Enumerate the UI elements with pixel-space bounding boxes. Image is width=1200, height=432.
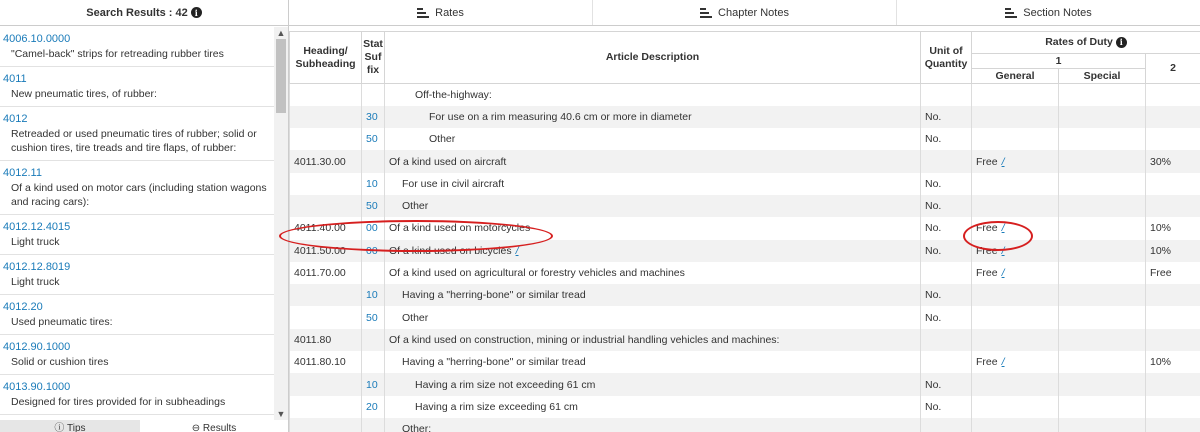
general-rate-cell	[972, 173, 1059, 195]
general-rate-cell	[972, 150, 1059, 172]
section-notes-button-label: Section Notes	[1023, 6, 1092, 19]
result-code-link[interactable]: 4012.90.1000	[3, 341, 71, 353]
special-rate-cell	[1059, 128, 1146, 150]
unit-cell: No.	[921, 373, 972, 395]
stat-suffix-cell	[362, 329, 385, 351]
general-rate-cell	[972, 84, 1059, 106]
special-rate-cell	[1059, 373, 1146, 395]
special-rate-cell	[1059, 284, 1146, 306]
unit-cell: No.	[921, 284, 972, 306]
heading-column-header: Heading/ Subheading	[290, 32, 362, 84]
article-description-cell	[385, 284, 921, 306]
special-rate-cell	[1059, 106, 1146, 128]
result-description: Light truck	[11, 276, 60, 288]
column-2-rate-cell	[1146, 329, 1200, 351]
list-item[interactable]	[0, 255, 274, 295]
result-code-link[interactable]: 4012.12.4015	[3, 221, 71, 233]
footnote-link[interactable]: /	[1001, 222, 1005, 235]
result-code-link[interactable]: 4012	[3, 113, 28, 125]
column-2-rate-cell	[1146, 195, 1200, 217]
special-rate-cell	[1059, 262, 1146, 284]
table-row	[290, 329, 1200, 351]
article-description-cell	[385, 150, 921, 172]
special-rate-cell	[1059, 217, 1146, 239]
general-rate-cell	[972, 106, 1059, 128]
article-description-cell	[385, 195, 921, 217]
heading-cell	[290, 84, 362, 106]
column-2-rate-cell	[1146, 84, 1200, 106]
article-description-text: Of a kind used on bicycles	[389, 244, 512, 257]
heading-cell	[290, 373, 362, 395]
unit-cell: No.	[921, 240, 972, 262]
list-item[interactable]	[0, 215, 274, 255]
result-description: Of a kind used on motor cars (including station wagons and racing cars):	[11, 182, 267, 208]
general-column-header: General	[972, 69, 1059, 84]
special-rate-cell	[1059, 351, 1146, 373]
column-2-rate-cell	[1146, 306, 1200, 328]
article-description-text: Having a rim size exceeding 61 cm	[415, 400, 578, 413]
stat-suffix-cell	[362, 351, 385, 373]
article-description-text: Other	[402, 311, 429, 324]
heading-cell	[290, 284, 362, 306]
general-rate-text: Free	[976, 267, 998, 280]
footnote-link[interactable]: /	[515, 244, 519, 257]
info-icon[interactable]: i	[191, 7, 202, 18]
general-rate-cell	[972, 284, 1059, 306]
heading-cell: 4011.40.00	[290, 217, 362, 239]
list-item[interactable]	[0, 295, 274, 335]
article-description-text: Other	[402, 200, 429, 213]
general-rate-cell	[972, 396, 1059, 418]
result-description: New pneumatic tires, of rubber:	[11, 88, 157, 100]
unit-of-quantity-column-header: Unit of Quantity	[921, 32, 972, 84]
column-2-rate-cell: Free	[1146, 262, 1200, 284]
table-row	[290, 306, 1200, 328]
unit-cell	[921, 262, 972, 284]
table-row	[290, 262, 1200, 284]
unit-cell	[921, 351, 972, 373]
rates-button-label: Rates	[435, 6, 464, 19]
article-description-cell	[385, 106, 921, 128]
list-item[interactable]	[0, 107, 274, 161]
tariff-table	[289, 31, 1200, 432]
search-results-label: Search Results :	[86, 6, 173, 19]
tab-results-label: Results	[202, 423, 237, 432]
article-description-cell	[385, 173, 921, 195]
general-rate-text: Free	[976, 244, 998, 257]
results-icon: ⊖	[191, 423, 203, 432]
unit-cell	[921, 329, 972, 351]
rate-column-1-header: 1	[972, 54, 1146, 69]
general-rate-cell	[972, 418, 1059, 432]
column-2-rate-cell	[1146, 106, 1200, 128]
general-rate-text: Free	[976, 356, 998, 369]
chapter-notes-button[interactable]	[592, 0, 896, 25]
search-results-count: 42	[175, 6, 188, 19]
tips-icon: ⓘ	[54, 423, 68, 432]
article-description-cell	[385, 373, 921, 395]
footnote-link[interactable]: /	[1001, 155, 1005, 168]
left-footer-tabs	[0, 420, 289, 432]
stat-suffix-cell[interactable]: 20	[362, 396, 385, 418]
general-rate-cell	[972, 373, 1059, 395]
article-description-cell	[385, 351, 921, 373]
article-description-text: Of a kind used on motorcycles	[389, 222, 531, 235]
unit-cell	[921, 84, 972, 106]
table-row	[290, 195, 1200, 217]
article-description-text: Of a kind used on aircraft	[389, 155, 507, 168]
general-rate-text: Free	[976, 222, 998, 235]
unit-cell: No.	[921, 195, 972, 217]
heading-cell	[290, 173, 362, 195]
article-description-cell	[385, 396, 921, 418]
column-2-rate-cell	[1146, 373, 1200, 395]
column-2-rate-cell	[1146, 418, 1200, 432]
column-2-rate-cell	[1146, 284, 1200, 306]
article-description-text: Having a "herring-bone" or similar tread	[402, 289, 586, 302]
table-row	[290, 106, 1200, 128]
special-rate-cell	[1059, 329, 1146, 351]
article-description-text: Of a kind used on construction, mining or industrial handling vehicles and machines:	[389, 333, 780, 346]
rates-button[interactable]	[289, 0, 592, 25]
article-description-text: For use in civil aircraft	[402, 177, 505, 190]
column-2-rate-cell	[1146, 173, 1200, 195]
column-2-rate-cell: 10%	[1146, 240, 1200, 262]
scroll-down-arrow-icon[interactable]: ▼	[276, 409, 286, 419]
article-description-cell	[385, 306, 921, 328]
table-row	[290, 217, 1200, 239]
unit-cell: No.	[921, 396, 972, 418]
stat-suffix-cell[interactable]: 00	[362, 240, 385, 262]
table-row	[290, 84, 1200, 106]
list-item[interactable]	[0, 161, 274, 215]
heading-cell: 4011.70.00	[290, 262, 362, 284]
special-rate-cell	[1059, 150, 1146, 172]
list-item[interactable]	[0, 335, 274, 375]
scroll-up-arrow-icon[interactable]: ▲	[276, 28, 286, 38]
tariff-panel	[289, 0, 1200, 432]
special-rate-cell	[1059, 195, 1146, 217]
column-2-rate-cell: 10%	[1146, 351, 1200, 373]
heading-cell	[290, 128, 362, 150]
article-description-cell	[385, 240, 921, 262]
article-description-cell	[385, 329, 921, 351]
list-item[interactable]	[0, 27, 274, 67]
article-description-text: Having a "herring-bone" or similar tread	[402, 356, 586, 369]
heading-cell	[290, 306, 362, 328]
heading-cell	[290, 396, 362, 418]
heading-cell: 4011.30.00	[290, 150, 362, 172]
result-description: Retreaded or used pneumatic tires of rubber; solid or cushion tires, tire treads and tire flaps, of rubber:	[11, 128, 257, 154]
stat-suffix-cell[interactable]: 10	[362, 284, 385, 306]
stat-suffix-cell	[362, 84, 385, 106]
results-list	[0, 27, 274, 417]
tab-tips[interactable]	[0, 420, 140, 432]
table-row	[290, 373, 1200, 395]
article-description-text: Off-the-highway:	[415, 88, 492, 101]
list-item[interactable]	[0, 375, 274, 415]
unit-cell: No.	[921, 106, 972, 128]
heading-cell: 4011.80	[290, 329, 362, 351]
rates-of-duty-label: Rates of Duty	[1045, 36, 1113, 48]
article-description-cell	[385, 84, 921, 106]
article-description-cell	[385, 217, 921, 239]
search-results-header	[0, 0, 288, 26]
results-scrollbar[interactable]	[274, 27, 288, 420]
scroll-thumb[interactable]	[276, 39, 286, 113]
column-2-rate-cell	[1146, 396, 1200, 418]
column-2-rate-cell	[1146, 128, 1200, 150]
column-2-rate-cell: 10%	[1146, 217, 1200, 239]
footnote-link[interactable]: /	[1001, 356, 1005, 369]
article-description-text: For use on a rim measuring 40.6 cm or more in diameter	[429, 110, 692, 123]
heading-cell: 4011.50.00	[290, 240, 362, 262]
result-code-link[interactable]: 4006.10.0000	[3, 33, 71, 45]
view-toolbar	[289, 0, 1200, 26]
general-rate-cell	[972, 217, 1059, 239]
table-row	[290, 284, 1200, 306]
footnote-link[interactable]: /	[1001, 267, 1005, 280]
special-column-header: Special	[1059, 69, 1146, 84]
result-code-link[interactable]: 4012.12.8019	[3, 261, 71, 273]
stat-suffix-cell	[362, 262, 385, 284]
stat-suffix-cell	[362, 150, 385, 172]
column-2-rate-cell: 30%	[1146, 150, 1200, 172]
general-rate-cell	[972, 240, 1059, 262]
stat-suffix-cell[interactable]: 50	[362, 128, 385, 150]
result-code-link[interactable]: 4013.90.1000	[3, 381, 71, 393]
article-description-text: Of a kind used on agricultural or forestry vehicles and machines	[389, 267, 685, 280]
chapter-notes-lines-icon	[700, 8, 712, 17]
special-rate-cell	[1059, 84, 1146, 106]
heading-cell	[290, 195, 362, 217]
stat-suffix-cell[interactable]: 50	[362, 195, 385, 217]
general-rate-cell	[972, 306, 1059, 328]
general-rate-cell	[972, 262, 1059, 284]
rates-lines-icon	[417, 8, 429, 17]
general-rate-cell	[972, 351, 1059, 373]
table-row	[290, 240, 1200, 262]
article-description-cell	[385, 418, 921, 432]
section-notes-lines-icon	[1005, 8, 1017, 17]
table-row	[290, 396, 1200, 418]
unit-cell	[921, 418, 972, 432]
table-row	[290, 128, 1200, 150]
stat-suffix-cell[interactable]: 50	[362, 306, 385, 328]
tariff-table-body	[290, 84, 1200, 432]
heading-cell	[290, 418, 362, 432]
general-rate-cell	[972, 128, 1059, 150]
special-rate-cell	[1059, 418, 1146, 432]
tab-results[interactable]	[140, 420, 288, 432]
special-rate-cell	[1059, 240, 1146, 262]
unit-cell: No.	[921, 217, 972, 239]
result-description: Solid or cushion tires	[11, 356, 109, 368]
rate-column-2-header: 2	[1146, 54, 1200, 84]
heading-cell	[290, 106, 362, 128]
general-rate-text: Free	[976, 155, 998, 168]
article-description-text: Having a rim size not exceeding 61 cm	[415, 378, 596, 391]
chapter-notes-button-label: Chapter Notes	[718, 6, 789, 19]
table-row	[290, 173, 1200, 195]
stat-suffix-cell[interactable]: 00	[362, 217, 385, 239]
table-row	[290, 351, 1200, 373]
article-description-cell	[385, 262, 921, 284]
article-description-text: Other	[429, 133, 456, 146]
special-rate-cell	[1059, 396, 1146, 418]
special-rate-cell	[1059, 306, 1146, 328]
special-rate-cell	[1059, 173, 1146, 195]
result-description: "Camel-back" strips for retreading rubber tires	[11, 48, 224, 60]
result-code-link[interactable]: 4012.20	[3, 301, 43, 313]
general-rate-cell	[972, 195, 1059, 217]
result-description: Light truck	[11, 236, 60, 248]
rates-info-icon[interactable]: i	[1116, 37, 1127, 48]
section-notes-button[interactable]	[896, 0, 1200, 25]
footnote-link[interactable]: /	[1001, 244, 1005, 257]
result-description: Designed for tires provided for in subheadings	[11, 396, 226, 408]
stat-suffix-column-header: Stat Suf fix	[362, 32, 385, 84]
result-description: Used pneumatic tires:	[11, 316, 113, 328]
stat-suffix-cell	[362, 418, 385, 432]
table-row	[290, 418, 1200, 432]
rates-of-duty-header	[972, 32, 1200, 54]
unit-cell: No.	[921, 173, 972, 195]
heading-cell: 4011.80.10	[290, 351, 362, 373]
article-description-text: Other:	[402, 423, 432, 432]
article-description-column-header: Article Description	[385, 32, 921, 84]
tariff-table-container	[289, 31, 1200, 432]
stat-suffix-cell[interactable]: 30	[362, 106, 385, 128]
table-row	[290, 150, 1200, 172]
stat-suffix-cell[interactable]: 10	[362, 173, 385, 195]
stat-suffix-cell[interactable]: 10	[362, 373, 385, 395]
tab-tips-label: Tips	[67, 423, 86, 432]
result-code-link[interactable]: 4011	[3, 73, 27, 85]
search-results-panel	[0, 0, 289, 432]
list-item[interactable]	[0, 67, 274, 107]
general-rate-cell	[972, 329, 1059, 351]
unit-cell: No.	[921, 306, 972, 328]
result-code-link[interactable]: 4012.11	[3, 167, 42, 179]
article-description-cell	[385, 128, 921, 150]
unit-cell	[921, 150, 972, 172]
unit-cell: No.	[921, 128, 972, 150]
